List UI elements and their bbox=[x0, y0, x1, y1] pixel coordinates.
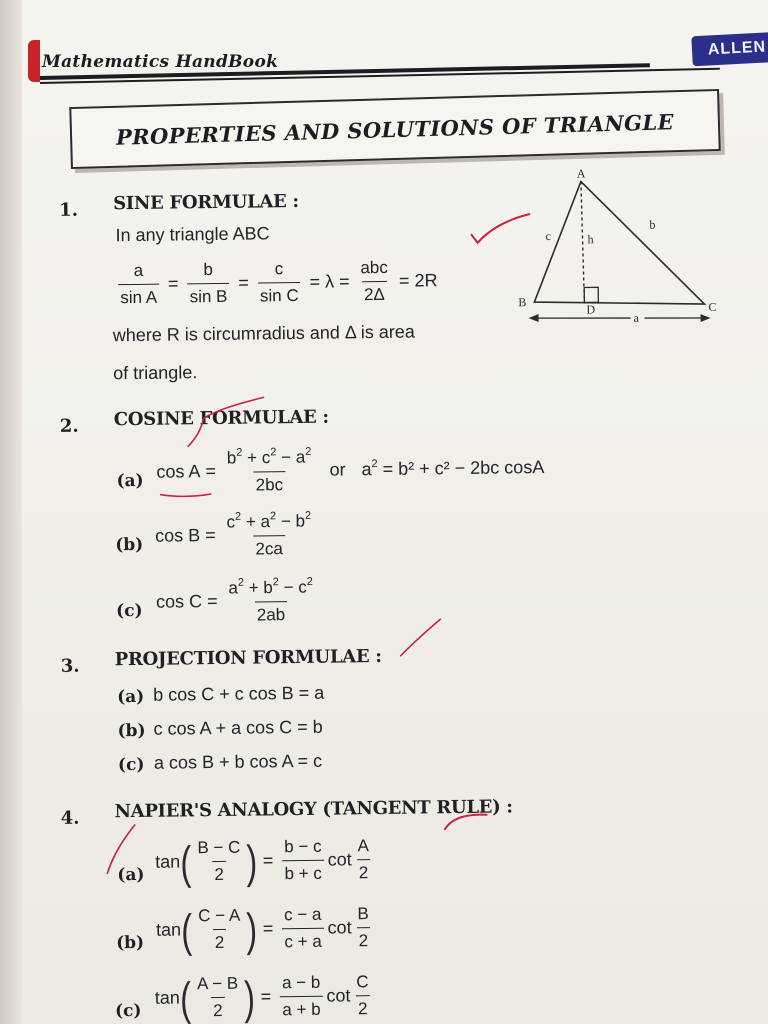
num: c − a bbox=[283, 904, 322, 925]
den: 2 bbox=[212, 861, 226, 885]
projection-a-label: (a) bbox=[117, 686, 145, 708]
right-paren: ) bbox=[246, 835, 258, 888]
num: b bbox=[203, 260, 214, 280]
triangle-abc bbox=[533, 180, 705, 306]
section-3-number: 3. bbox=[60, 655, 80, 677]
den: sin A bbox=[118, 284, 159, 308]
den: b + c bbox=[282, 860, 324, 885]
num: C bbox=[356, 972, 369, 992]
projection-a-text: b cos C + c cos B = a bbox=[153, 682, 325, 705]
fraction-a-sinA bbox=[118, 261, 159, 308]
sq: 2 bbox=[234, 510, 242, 523]
napier-a-formula bbox=[155, 836, 375, 886]
cosine-c-formula bbox=[156, 577, 320, 627]
equals: = bbox=[167, 273, 179, 294]
num: B − C bbox=[197, 837, 241, 858]
cosA-fraction bbox=[225, 447, 314, 496]
vertex-c-label: C bbox=[708, 299, 717, 314]
ratio-fraction bbox=[282, 905, 324, 953]
section-4-number: 4. bbox=[60, 807, 80, 829]
equals: = bbox=[309, 271, 321, 292]
cosC-fraction bbox=[226, 577, 315, 626]
projection-c-text: a cos B + b cos A = c bbox=[153, 750, 323, 773]
sq: 2 bbox=[305, 445, 312, 458]
sq: 2 bbox=[371, 458, 378, 471]
side-c-label: c bbox=[545, 228, 551, 243]
equals: = bbox=[338, 271, 350, 292]
chapter-title: PROPERTIES AND SOLUTIONS OF TRIANGLE bbox=[115, 108, 675, 150]
den: a + b bbox=[280, 996, 323, 1021]
sq: 2 bbox=[304, 509, 312, 522]
sq: 2 bbox=[270, 446, 277, 459]
equals: = bbox=[262, 918, 274, 939]
pen-underline bbox=[157, 488, 217, 503]
book-title: Mathematics HandBook bbox=[42, 52, 279, 72]
section-2-number: 2. bbox=[59, 415, 79, 437]
projection-b-text: c cos A + a cos C = b bbox=[153, 716, 323, 739]
height-h-label: h bbox=[587, 232, 594, 247]
tan: tan bbox=[155, 919, 182, 940]
equals: = bbox=[205, 525, 216, 546]
alt-rest: = b² + c² − 2bc cosA bbox=[382, 457, 545, 480]
equals: = bbox=[398, 270, 410, 291]
num: c bbox=[274, 259, 284, 279]
napier-b-formula bbox=[156, 904, 376, 954]
side-b-label: b bbox=[649, 217, 656, 232]
tan-arg-fraction bbox=[195, 974, 241, 1022]
cot-arg-fraction bbox=[355, 904, 371, 951]
right-angle-mark bbox=[584, 287, 598, 302]
equals: = bbox=[206, 591, 218, 612]
sine-formula bbox=[114, 257, 438, 308]
cot-arg-fraction bbox=[354, 972, 371, 1019]
num: a − b bbox=[281, 972, 321, 993]
lhs: cos C bbox=[155, 591, 203, 613]
den: 2Δ bbox=[362, 281, 387, 305]
brand-logo: ALLEN bbox=[691, 32, 768, 67]
pen-stroke bbox=[188, 397, 265, 446]
triangle-diagram bbox=[513, 166, 725, 329]
napier-c-label: (c) bbox=[114, 1000, 142, 1022]
den: 2ca bbox=[253, 535, 285, 559]
lhs: cos A bbox=[156, 461, 201, 483]
napier-c-formula bbox=[155, 972, 375, 1022]
section-2-heading: COSINE FORMULAE : bbox=[113, 406, 329, 431]
den: sin B bbox=[187, 283, 229, 308]
fraction-c-sinC bbox=[258, 259, 301, 307]
cot-arg-fraction bbox=[355, 836, 371, 883]
section-1-number: 1. bbox=[59, 199, 79, 221]
num: C − A bbox=[198, 905, 241, 926]
equals: = bbox=[262, 850, 274, 871]
num: A − B bbox=[196, 973, 239, 994]
equals: = bbox=[205, 461, 217, 482]
altitude-line bbox=[581, 181, 584, 303]
num: $a^2 + b^2 - c^2$ bbox=[228, 575, 313, 598]
cosine-b-formula bbox=[155, 511, 318, 561]
den: 2bc bbox=[254, 471, 286, 495]
den: 2 bbox=[357, 859, 371, 883]
right-paren: ) bbox=[246, 903, 258, 956]
den: 2ab bbox=[255, 601, 288, 625]
cot: cot bbox=[327, 917, 352, 938]
num: a bbox=[133, 260, 144, 280]
lhs: cos B bbox=[155, 525, 201, 547]
pen-tick-mark bbox=[396, 615, 447, 662]
num: B bbox=[357, 904, 369, 924]
projection-c-label: (c) bbox=[117, 754, 145, 776]
vertex-b-label: B bbox=[518, 295, 527, 310]
den: sin C bbox=[258, 282, 301, 307]
left-paren: ( bbox=[180, 835, 192, 888]
pen-tick-mark bbox=[101, 821, 142, 881]
napier-a-label: (a) bbox=[117, 864, 145, 886]
pen-stroke bbox=[161, 494, 211, 497]
num: $c^2 + a^2 - b^2$ bbox=[226, 509, 312, 532]
sine-note-line1: where R is circumradius and Δ is area bbox=[112, 321, 416, 346]
pen-stroke bbox=[400, 619, 440, 655]
left-paren: ( bbox=[181, 903, 193, 956]
arrow-right-head bbox=[701, 314, 711, 322]
pen-tick-mark bbox=[179, 393, 270, 454]
tan-arg-fraction bbox=[195, 838, 243, 886]
pen-stroke bbox=[471, 214, 529, 243]
tan-arg-fraction bbox=[196, 906, 243, 954]
sq: 2 bbox=[306, 575, 313, 588]
projection-b-label: (b) bbox=[117, 720, 146, 742]
tan: tan bbox=[154, 987, 180, 1008]
base-arrow bbox=[533, 316, 707, 320]
cot: cot bbox=[326, 985, 351, 1006]
or-word: or bbox=[329, 459, 346, 480]
cosine-c-label: (c) bbox=[115, 600, 143, 622]
lambda: λ bbox=[324, 271, 335, 292]
napier-b-label: (b) bbox=[116, 932, 145, 954]
den: 2 bbox=[211, 997, 225, 1021]
den: 2 bbox=[213, 929, 227, 953]
num: abc bbox=[360, 257, 388, 278]
cosine-b-label: (b) bbox=[115, 534, 144, 556]
den: 2 bbox=[357, 927, 371, 951]
left-paren: ( bbox=[179, 971, 192, 1024]
right-paren: ) bbox=[244, 971, 256, 1024]
pen-tick-mark bbox=[441, 807, 491, 834]
fraction-abc-2delta bbox=[358, 258, 390, 305]
vertex-a-label: A bbox=[576, 166, 586, 181]
sq: 2 bbox=[237, 576, 244, 589]
num: A bbox=[357, 836, 370, 856]
alt-a2: $a^2 = b^2 + c^2 - 2bc$ cosA bbox=[361, 457, 545, 480]
fraction-b-sinB bbox=[187, 260, 229, 308]
den: c + a bbox=[282, 928, 324, 953]
sq: 2 bbox=[269, 510, 277, 523]
ratio-fraction bbox=[282, 837, 324, 885]
section-1-heading: SINE FORMULAE : bbox=[113, 190, 299, 215]
pen-stroke bbox=[107, 825, 136, 873]
sq: 2 bbox=[236, 446, 243, 459]
tan: tan bbox=[155, 851, 181, 872]
equals: = bbox=[238, 272, 249, 293]
sine-intro: In any triangle ABC bbox=[115, 223, 270, 246]
cot: cot bbox=[327, 849, 352, 870]
side-a-label: a bbox=[633, 310, 639, 325]
cosine-a-label: (a) bbox=[116, 470, 144, 492]
den: 2 bbox=[356, 995, 370, 1019]
sq: 2 bbox=[272, 576, 279, 589]
cosB-fraction bbox=[224, 511, 313, 560]
pen-stroke bbox=[445, 814, 487, 829]
num: b − c bbox=[284, 836, 322, 857]
sine-note-line2: of triangle. bbox=[113, 362, 198, 384]
section-4-heading: NAPIER'S ANALOGY (TANGENT RULE) : bbox=[114, 796, 513, 823]
arrow-left-head bbox=[529, 314, 539, 322]
section-3-heading: PROJECTION FORMULAE : bbox=[114, 645, 382, 671]
equals: = bbox=[260, 986, 272, 1007]
num: $b^2 + c^2 - a^2$ bbox=[226, 445, 312, 468]
two-r: 2R bbox=[414, 270, 438, 291]
ratio-fraction bbox=[280, 973, 323, 1021]
pen-tick-mark bbox=[465, 208, 535, 249]
foot-d-label: D bbox=[586, 302, 596, 317]
